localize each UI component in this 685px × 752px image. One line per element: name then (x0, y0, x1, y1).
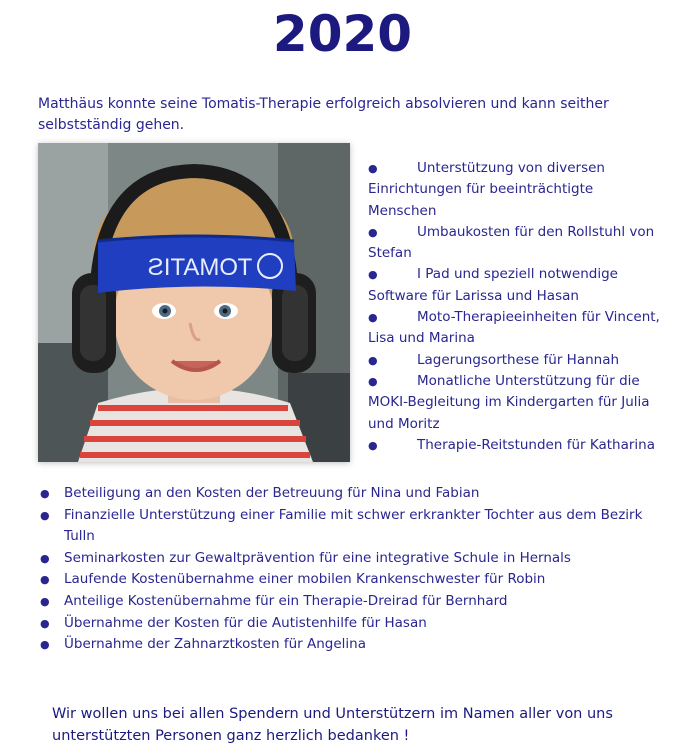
list-item: ● Therapie-Reitstunden für Katharina (368, 435, 663, 456)
bullet-icon: ● (40, 616, 50, 630)
list-item: ● Beteiligung an den Kosten der Betreuung für Nina und Fabian (40, 483, 660, 505)
bullet-icon: ● (40, 487, 50, 500)
bullet-icon: ● (368, 225, 378, 239)
child-photo (38, 143, 350, 462)
bullet-icon: ● (40, 508, 50, 522)
list-item: ● Umbaukosten für den Rollstuhl von Stefan (368, 223, 655, 262)
bullet-icon: ● (368, 162, 378, 175)
child-with-headphones-image (38, 143, 350, 462)
bullet-icon: ● (368, 311, 378, 325)
bullet-icon: ● (40, 573, 50, 587)
list-item: ● Übernahme der Kosten für die Autistenhilfe für Hasan (40, 613, 660, 635)
support-list-side (368, 158, 663, 456)
bullet-icon: ● (40, 594, 50, 608)
bullet-icon: ● (40, 638, 50, 652)
list-item: ● Anteilige Kostenübernahme für ein Therapie-Dreirad für Bernhard (40, 591, 660, 613)
page-title: 2020 (272, 5, 413, 63)
list-item: ● Lagerungsorthese für Hannah (368, 350, 663, 371)
list-item: ● Übernahme der Zahnarztkosten für Angelina (40, 634, 660, 656)
bullet-icon: ● (40, 551, 50, 565)
list-item: ● Unterstützung von diversen Einrichtungen für beeinträchtigte Menschen (368, 160, 605, 219)
bullet-icon: ● (368, 374, 378, 388)
list-item: ● Monatliche Unterstützung für die MOKI-Begleitung im Kindergarten für Julia und Moritz (368, 372, 650, 432)
thanks-paragraph: Wir wollen uns bei allen Spendern und Unterstützern im Namen aller von uns unterstützten Personen ganz herzlich bedanken ! (52, 706, 613, 744)
bullet-icon: ● (368, 353, 378, 367)
intro-paragraph: Matthäus konnte seine Tomatis-Therapie erfolgreich absolvieren und kann seither selbstständig gehen. (38, 96, 609, 133)
list-item: ● I Pad und speziell notwendige Software für Larissa und Hasan (368, 266, 618, 304)
list-item: ● Laufende Kostenübernahme einer mobilen Krankenschwester für Robin (40, 569, 660, 591)
bullet-icon: ● (368, 438, 378, 452)
headband-text: TOMATIS (147, 254, 253, 281)
bullet-icon: ● (368, 268, 378, 282)
support-list-full (40, 483, 660, 656)
list-item: ● Seminarkosten zur Gewaltprävention für eine integrative Schule in Hernals (40, 548, 660, 570)
list-item: ● Moto-Therapieeinheiten für Vincent, Lisa und Marina (368, 309, 660, 347)
list-item: ● Finanzielle Unterstützung einer Familie mit schwer erkrankter Tochter aus dem Bezirk Tulln (40, 506, 643, 545)
